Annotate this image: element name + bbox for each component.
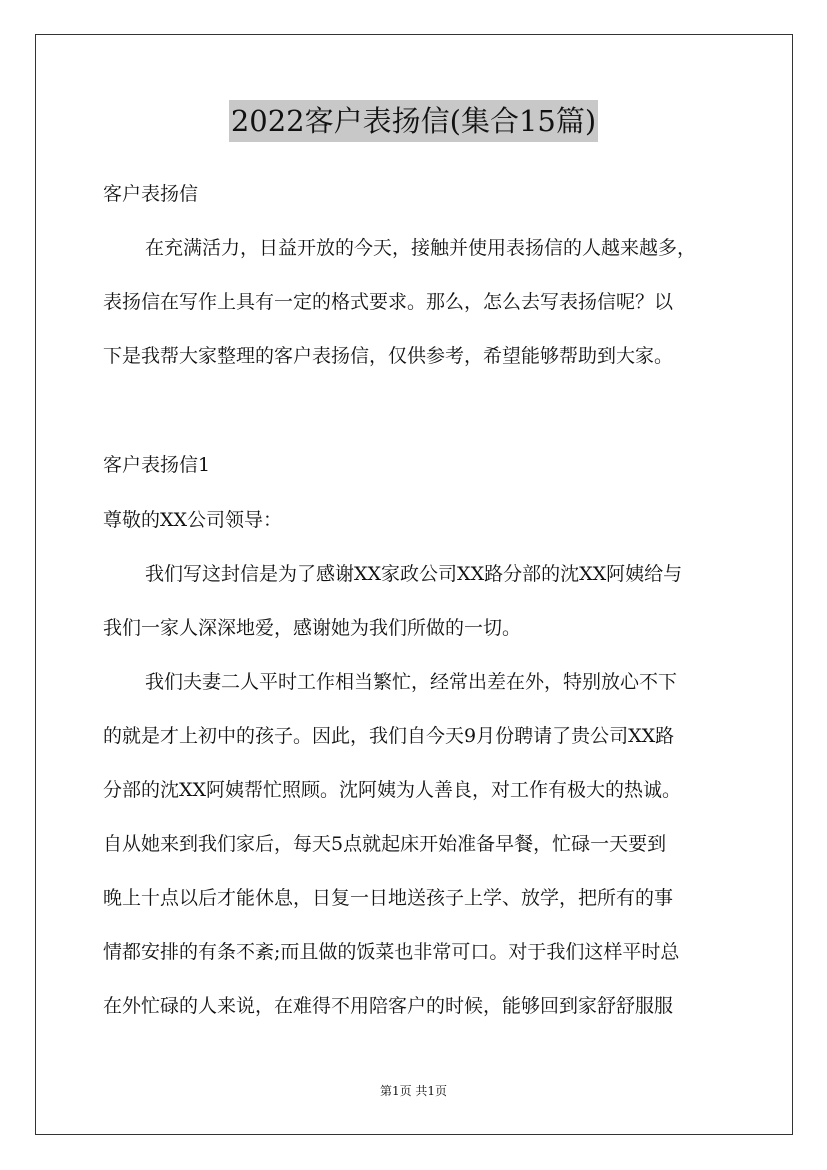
body-line-9: 在外忙碌的人来说，在难得不用陪客户的时候，能够回到家舒舒服服 [103, 995, 674, 1017]
salutation: 尊敬的XX公司领导： [103, 509, 283, 531]
body-line-8: 情都安排的有条不紊;而且做的饭菜也非常可口。对于我们这样平时总 [103, 941, 680, 963]
body-line-5: 分部的沈XX阿姨帮忙照顾。沈阿姨为人善良，对工作有极大的热诚。 [103, 779, 682, 801]
body-line-6: 自从她来到我们家后，每天5点就起床开始准备早餐，忙碌一天要到 [103, 833, 667, 855]
page-footer: 第1页 共1页 [379, 1084, 448, 1098]
body-line-2: 我们一家人深深地爱，感谢她为我们所做的一切。 [103, 617, 522, 639]
intro-heading: 客户表扬信 [103, 183, 199, 205]
document-title: 2022客户表扬信(集合15篇) [229, 100, 598, 142]
intro-line-3: 下是我帮大家整理的客户表扬信，仅供参考，希望能够帮助到大家。 [103, 345, 674, 367]
intro-line-2: 表扬信在写作上具有一定的格式要求。那么，怎么去写表扬信呢？以 [103, 291, 674, 313]
section-title: 客户表扬信1 [103, 454, 211, 476]
title-wrap [0, 100, 827, 142]
body-line-7: 晚上十点以后才能休息，日复一日地送孩子上学、放学，把所有的事 [103, 887, 674, 909]
body-line-1: 我们写这封信是为了感谢XX家政公司XX路分部的沈XX阿姨给与 [145, 563, 683, 585]
intro-line-1: 在充满活力，日益开放的今天，接触并使用表扬信的人越来越多， [145, 237, 697, 259]
body-line-3: 我们夫妻二人平时工作相当繁忙，经常出差在外，特别放心不下 [145, 671, 678, 693]
body-line-4: 的就是才上初中的孩子。因此，我们自今天9月份聘请了贵公司XX路 [103, 725, 675, 747]
